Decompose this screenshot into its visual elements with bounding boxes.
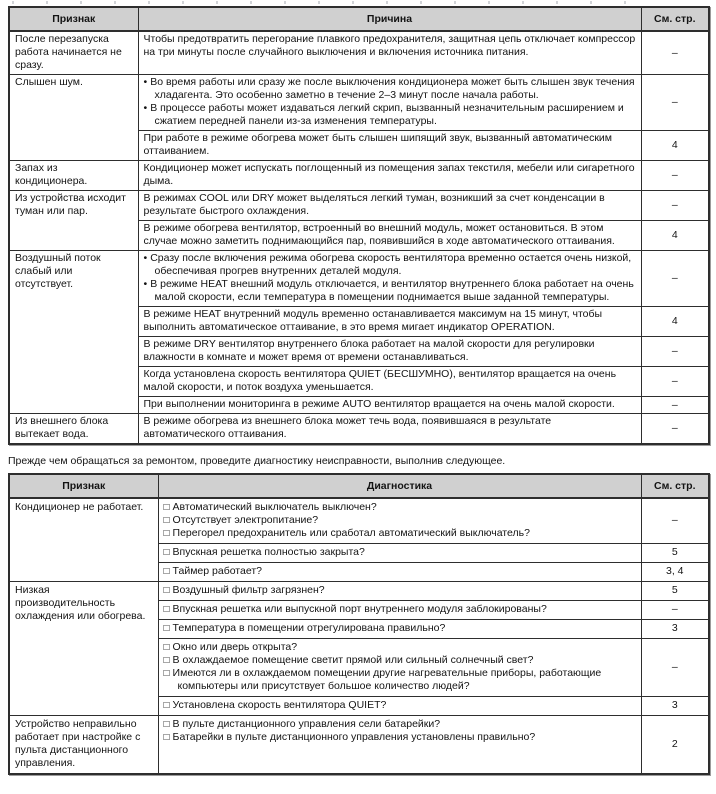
bullet-item: [144, 76, 636, 102]
page-ref-cell: –: [641, 639, 709, 697]
item-text: Перегорел предохранитель или сработал автоматический выключатель?: [172, 527, 530, 539]
diagnostics-table: [8, 473, 710, 775]
bullet-item: [144, 102, 636, 128]
checklist-item: [164, 546, 636, 559]
cropped-text-strip: [12, 1, 652, 4]
item-text: При работе в режиме обогрева может быть слышен шипящий звук, вызванный автоматическим оттаиванием.: [143, 132, 613, 157]
checkbox-icon: □: [163, 566, 170, 577]
page-ref-cell: –: [641, 367, 709, 397]
bullet-icon: •: [143, 102, 148, 114]
checklist-item: [164, 584, 636, 597]
bullet-item: [144, 252, 636, 278]
item-text: Во время работы или сразу же после выключения кондиционера может быть слышен звук течения хладагента. Это особенно заметно в течение 2–3 минут после начала работы.: [150, 76, 635, 101]
cause-cell: [138, 191, 641, 221]
diagnostics-intro-text: Прежде чем обращаться за ремонтом, проведите диагностику неисправности, выполнив следующее.: [8, 455, 506, 467]
checklist-item: [164, 622, 636, 635]
page-ref-cell: –: [641, 337, 709, 367]
cause-cell: [138, 414, 641, 445]
table-row: [9, 191, 709, 221]
table-row: [9, 716, 709, 775]
cause-cell: [138, 251, 641, 307]
table-row: [9, 414, 709, 445]
table-header-row: [9, 7, 709, 31]
page-ref-cell: 4: [641, 131, 709, 161]
cause-cell: [138, 161, 641, 191]
checklist-item: [164, 667, 636, 693]
bullet-icon: •: [143, 76, 148, 88]
cause-text: [144, 162, 636, 188]
checkbox-icon: □: [163, 719, 170, 730]
item-text: Впускная решетка или выпускной порт внутреннего модуля заблокированы?: [172, 603, 547, 615]
diagnostic-cell: [158, 639, 641, 697]
checkbox-icon: □: [163, 642, 170, 653]
diagnostic-cell: [158, 582, 641, 601]
checklist-item: [164, 654, 636, 667]
symptom-cell: Запах из кондиционера.: [9, 161, 138, 191]
cause-cell: [138, 221, 641, 251]
bullet-icon: •: [143, 278, 148, 290]
page-ref-cell: 4: [641, 221, 709, 251]
column-header-symptom: Признак: [9, 474, 158, 498]
cause-text: [144, 415, 636, 441]
item-text: В режиме обогрева из внешнего блока может течь вода, появившаяся в результате автоматического оттаивания.: [143, 415, 552, 440]
cause-text: [144, 308, 636, 334]
symptom-cell: Из устройства исходит туман или пар.: [9, 191, 138, 251]
symptom-cell: Слышен шум.: [9, 75, 138, 161]
page-ref-cell: –: [641, 161, 709, 191]
bullet-item: [144, 278, 636, 304]
checkbox-icon: □: [163, 585, 170, 596]
item-text: В режиме HEAT внешний модуль отключается, и вентилятор внутреннего блока работает на очень малой скорости, если температура в помещении поднимается выше заданной температуры.: [150, 278, 634, 303]
cause-text: [144, 338, 636, 364]
checkbox-icon: □: [163, 547, 170, 558]
item-text: При выполнении мониторинга в режиме AUTO вентилятор вращается на очень малой скорости.: [143, 398, 615, 410]
page-ref-cell: –: [641, 31, 709, 75]
table-row: [9, 582, 709, 601]
item-text: Чтобы предотвратить перегорание плавкого предохранителя, защитная цепь отключает компрессор на три минуты после случайного выключения и включения источника питания.: [143, 33, 636, 58]
checklist-item: [164, 699, 636, 712]
checklist-item: [164, 565, 636, 578]
diagnostic-cell: [158, 563, 641, 582]
checklist-item: [164, 731, 636, 744]
page-ref-cell: –: [641, 251, 709, 307]
item-text: Имеются ли в охлаждаемом помещении другие нагревательные приборы, работающие компьютеры или присутствует большое количество людей?: [172, 667, 602, 692]
item-text: Батарейки в пульте дистанционного управления установлены правильно?: [172, 731, 536, 743]
item-text: Воздушный фильтр загрязнен?: [172, 584, 325, 596]
item-text: Когда установлена скорость вентилятора QUIET (БЕСШУМНО), вентилятор вращается на очень малой скорости, и поток воздуха уменьшается.: [143, 368, 617, 393]
cause-cell: [138, 367, 641, 397]
item-text: В режиме обогрева вентилятор, встроенный во внешний модуль, может остановиться. В этом случае можно заметить поднимающийся пар, появившийся в ходе автоматического оттаивания.: [143, 222, 615, 247]
page-ref-cell: –: [641, 397, 709, 414]
cause-text: [144, 368, 636, 394]
column-header-symptom: Признак: [9, 7, 138, 31]
diagnostic-cell: [158, 620, 641, 639]
checkbox-icon: □: [163, 515, 170, 526]
page-ref-cell: 3: [641, 620, 709, 639]
diagnostic-cell: [158, 601, 641, 620]
diagnostic-cell: [158, 498, 641, 544]
page-ref-cell: –: [641, 498, 709, 544]
cause-text: [144, 192, 636, 218]
page-ref-cell: 5: [641, 544, 709, 563]
checkbox-icon: □: [163, 604, 170, 615]
table-row: [9, 251, 709, 307]
item-text: В режиме HEAT внутренний модуль временно останавливается максимум на 15 минут, чтобы выполнить автоматическое оттаивание, в это время мигает индикатор OPERATION.: [143, 308, 603, 333]
diagnostic-cell: [158, 697, 641, 716]
item-text: Установлена скорость вентилятора QUIET?: [172, 699, 387, 711]
cause-cell: [138, 31, 641, 75]
page-ref-cell: –: [641, 414, 709, 445]
symptom-cell: После перезапуска работа начинается не сразу.: [9, 31, 138, 75]
item-text: Впускная решетка полностью закрыта?: [172, 546, 365, 558]
column-header-diagnostics: Диагностика: [158, 474, 641, 498]
item-text: Автоматический выключатель выключен?: [172, 501, 377, 513]
checklist-item: [164, 514, 636, 527]
item-text: Окно или дверь открыта?: [172, 641, 298, 653]
symptom-cell: Устройство неправильно работает при настройке с пульта дистанционного управления.: [9, 716, 158, 775]
column-header-page: См. стр.: [641, 474, 709, 498]
diagnostic-cell: [158, 716, 641, 775]
table-row: [9, 75, 709, 131]
checklist-item: [164, 527, 636, 540]
checkbox-icon: □: [163, 528, 170, 539]
table-row: [9, 31, 709, 75]
checklist-item: [164, 641, 636, 654]
item-text: В режимах COOL или DRY может выделяться легкий туман, возникший за счет конденсации в результате быстрого охлаждения.: [143, 192, 605, 217]
page-ref-cell: 4: [641, 307, 709, 337]
table-header-row: [9, 474, 709, 498]
item-text: В пульте дистанционного управления сели батарейки?: [172, 718, 441, 730]
cause-cell: [138, 337, 641, 367]
checklist-item: [164, 501, 636, 514]
page-ref-cell: –: [641, 75, 709, 131]
item-text: Температура в помещении отрегулирована правильно?: [172, 622, 446, 634]
symptom-cause-table: [8, 6, 710, 445]
item-text: Сразу после включения режима обогрева скорость вентилятора временно остается очень низкой, обеспечивая прогрев внутренних деталей модуля.: [150, 252, 632, 277]
cause-text: [144, 33, 636, 59]
item-text: В процессе работы может издаваться легкий скрип, вызванный незначительным расширением и сжатием передней панели из-за изменения температуры.: [150, 102, 624, 127]
page-ref-cell: 5: [641, 582, 709, 601]
symptom-cell: Из внешнего блока вытекает вода.: [9, 414, 138, 445]
cause-cell: [138, 397, 641, 414]
cause-cell: [138, 307, 641, 337]
cause-cell: [138, 75, 641, 131]
checkbox-icon: □: [163, 623, 170, 634]
table-row: [9, 498, 709, 544]
checkbox-icon: □: [163, 700, 170, 711]
column-header-cause: Причина: [138, 7, 641, 31]
page-ref-cell: –: [641, 601, 709, 620]
symptom-cell: Низкая производительность охлаждения или обогрева.: [9, 582, 158, 716]
column-header-page: См. стр.: [641, 7, 709, 31]
diagnostic-cell: [158, 544, 641, 563]
checkbox-icon: □: [163, 668, 170, 679]
symptom-cell: Кондиционер не работает.: [9, 498, 158, 582]
checklist-item: [164, 603, 636, 616]
checkbox-icon: □: [163, 732, 170, 743]
item-text: В охлаждаемое помещение светит прямой или сильный солнечный свет?: [172, 654, 534, 666]
cause-text: [144, 132, 636, 158]
table-row: [9, 161, 709, 191]
item-text: В режиме DRY вентилятор внутреннего блока работает на малой скорости для регулировки влажности в комнате и может время от времени останавливаться.: [143, 338, 595, 363]
item-text: Кондиционер может испускать поглощенный из помещения запах текстиля, мебели или сигаретного дыма.: [143, 162, 635, 187]
item-text: Отсутствует электропитание?: [172, 514, 319, 526]
checkbox-icon: □: [163, 655, 170, 666]
page-ref-cell: 2: [641, 716, 709, 775]
bullet-icon: •: [143, 252, 148, 264]
page-ref-cell: 3: [641, 697, 709, 716]
cause-text: [144, 398, 636, 411]
checkbox-icon: □: [163, 502, 170, 513]
cause-cell: [138, 131, 641, 161]
checklist-item: [164, 718, 636, 731]
item-text: Таймер работает?: [172, 565, 262, 577]
symptom-cell: Воздушный поток слабый или отсутствует.: [9, 251, 138, 414]
page-ref-cell: –: [641, 191, 709, 221]
cause-text: [144, 222, 636, 248]
page-ref-cell: 3, 4: [641, 563, 709, 582]
